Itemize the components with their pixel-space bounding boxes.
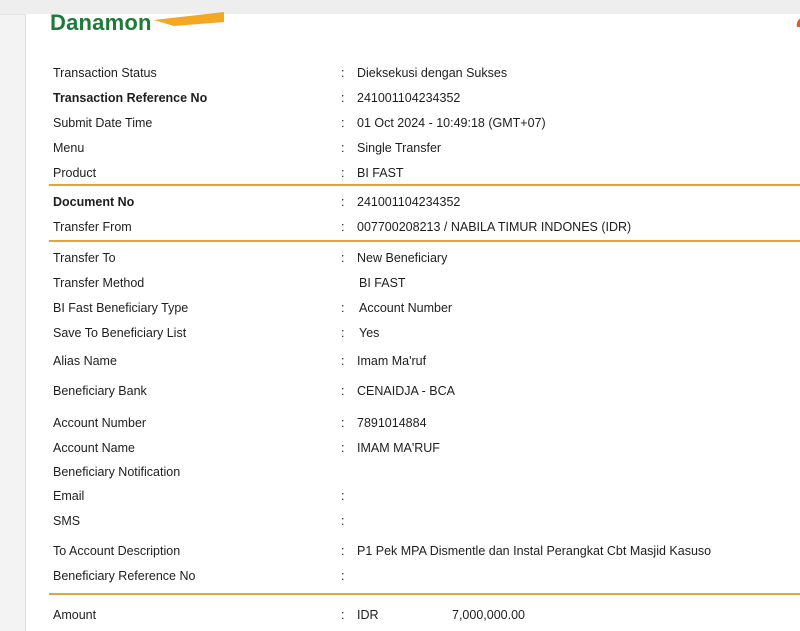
colon: :: [341, 301, 345, 315]
value-transfer-to: New Beneficiary: [357, 251, 448, 265]
row-alias-name: [26, 352, 800, 370]
value-product: BI FAST: [357, 166, 404, 180]
colon: :: [341, 220, 345, 234]
label-transaction-reference: Transaction Reference No: [53, 91, 208, 105]
label-menu: Menu: [53, 141, 85, 155]
value-account-name: IMAM MA'RUF: [357, 441, 440, 455]
row-product: [26, 164, 800, 182]
row-menu: [26, 139, 800, 157]
label-amount: Amount: [53, 608, 97, 622]
value-document-no: 241001104234352: [357, 195, 461, 209]
colon: :: [341, 166, 345, 180]
row-beneficiary-bank: [26, 382, 800, 400]
value-menu: Single Transfer: [357, 141, 442, 155]
colon: :: [341, 544, 345, 558]
colon: :: [341, 514, 345, 528]
label-beneficiary-bank: Beneficiary Bank: [53, 384, 147, 398]
row-sms: [26, 512, 800, 530]
colon: :: [341, 116, 345, 130]
danamon-logo: Danamon: [50, 10, 152, 35]
label-alias-name: Alias Name: [53, 354, 117, 368]
label-bi-fast-type: BI Fast Beneficiary Type: [53, 301, 189, 315]
colon: :: [341, 569, 345, 583]
value-account-number: 7891014884: [357, 416, 427, 430]
row-submit-date-time: [26, 114, 800, 132]
label-transfer-method: Transfer Method: [53, 276, 145, 290]
value-to-account-description: P1 Pek MPA Dismentle dan Instal Perangkat Cbt Masjid Kasuso: [357, 544, 712, 558]
label-account-name: Account Name: [53, 441, 135, 455]
value-save-to-list: Yes: [359, 326, 380, 340]
row-beneficiary-reference: [26, 567, 800, 585]
colon: :: [341, 441, 345, 455]
label-submit-date-time: Submit Date Time: [53, 116, 153, 130]
receipt-page: [25, 10, 800, 631]
colon: :: [341, 66, 345, 80]
label-transfer-to: Transfer To: [53, 251, 116, 265]
label-to-account-description: To Account Description: [53, 544, 181, 558]
label-sms: SMS: [53, 514, 81, 528]
colon: :: [341, 326, 345, 340]
row-amount: [26, 606, 800, 624]
row-transaction-status: [26, 64, 800, 82]
colon: :: [341, 354, 345, 368]
label-beneficiary-reference: Beneficiary Reference No: [53, 569, 196, 583]
label-account-number: Account Number: [53, 416, 147, 430]
row-account-name: [26, 439, 800, 457]
colon: :: [341, 195, 345, 209]
colon: :: [341, 489, 345, 503]
colon: :: [341, 608, 345, 622]
row-to-account-description: [26, 542, 800, 560]
row-account-number: [26, 414, 800, 432]
section-divider: [49, 240, 800, 242]
colon: :: [341, 251, 345, 265]
row-transfer-to: [26, 249, 800, 267]
value-transaction-status: Dieksekusi dengan Sukses: [357, 66, 508, 80]
value-amount-currency: IDR: [357, 608, 379, 622]
row-bi-fast-type: [26, 299, 800, 317]
value-amount: 7,000,000.00: [452, 608, 525, 622]
value-submit-date-time: 01 Oct 2024 - 10:49:18 (GMT+07): [357, 116, 546, 130]
colon: :: [341, 91, 345, 105]
corner-brand-icon: [793, 17, 800, 29]
label-save-to-list: Save To Beneficiary List: [53, 326, 187, 340]
colon: :: [341, 416, 345, 430]
row-transfer-method: [26, 274, 800, 292]
colon: :: [341, 141, 345, 155]
value-transaction-reference: 241001104234352: [357, 91, 461, 105]
label-transaction-status: Transaction Status: [53, 66, 157, 80]
label-email: Email: [53, 489, 85, 503]
colon: :: [341, 384, 345, 398]
value-transfer-from: 007700208213 / NABILA TIMUR INDONES (IDR): [357, 220, 632, 234]
value-beneficiary-bank: CENAIDJA - BCA: [357, 384, 455, 398]
label-transfer-from: Transfer From: [53, 220, 132, 234]
label-beneficiary-notification: Beneficiary Notification: [53, 465, 181, 479]
value-bi-fast-type: Account Number: [359, 301, 453, 315]
row-transfer-from: [26, 218, 800, 236]
value-alias-name: Imam Ma'ruf: [357, 354, 427, 368]
section-divider: [49, 184, 800, 186]
section-divider: [49, 593, 800, 595]
row-email: [26, 487, 800, 505]
logo-swoosh-icon: [154, 12, 224, 26]
label-product: Product: [53, 166, 97, 180]
row-save-to-list: [26, 324, 800, 342]
row-beneficiary-notification: [26, 463, 800, 481]
row-document-no: [26, 193, 800, 211]
row-transaction-reference: [26, 89, 800, 107]
label-document-no: Document No: [53, 195, 135, 209]
value-transfer-method: BI FAST: [359, 276, 406, 290]
